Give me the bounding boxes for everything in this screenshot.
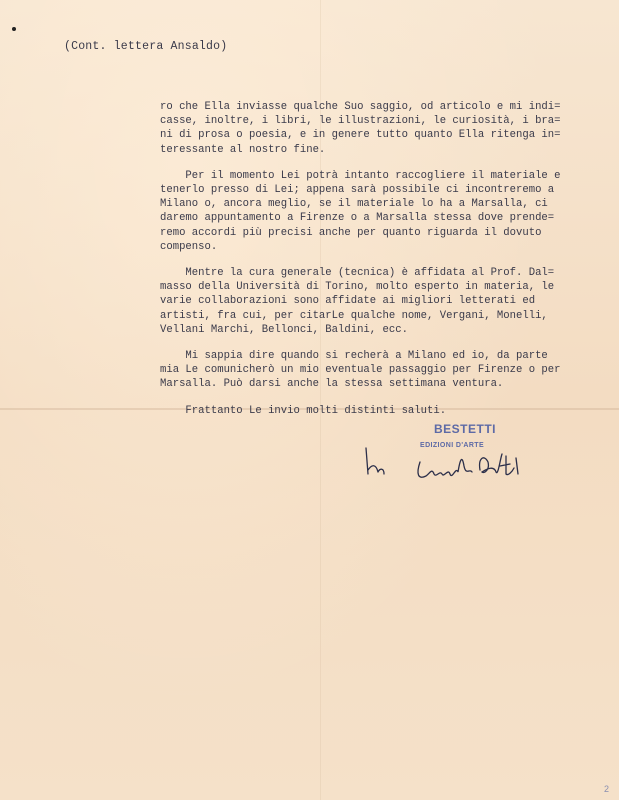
- stamp-title: BESTETTI: [434, 422, 497, 436]
- continuation-header: (Cont. lettera Ansaldo): [64, 40, 228, 53]
- paragraph-1: ro che Ella inviasse qualche Suo saggio, od articolo e mi indi= casse, inoltre, i libri, le illustrazioni, le curiosità, i bra= ni di prosa o poesia, e in genere tutto quanto Ella ritenga in= teressante al nostro fine.: [160, 101, 561, 156]
- ink-dot: [12, 27, 16, 31]
- letter-body: [160, 100, 600, 430]
- stamp-subtitle: EDIZIONI D'ARTE: [420, 442, 485, 449]
- handwritten-signature: [360, 440, 530, 490]
- paragraph-2: Per il momento Lei potrà intanto raccogliere il materiale e tenerlo presso di Lei; appena sarà possibile ci incontreremo a Milano o, ancora meglio, se il materiale lo ha a Marsalla, ci daremo appuntamento a Firenze o a Marsalla stessa dove prende= remo accordi più precisi anche per quanto riguarda il dovuto compenso.: [160, 169, 561, 253]
- paragraph-3: Mentre la cura generale (tecnica) è affidata al Prof. Dal= masso della Università di Torino, molto esperto in materia, le varie collaborazioni sono affidate ai migliori letterati ed artisti, fra cui, per citarLe qualche nome, Vergani, Monelli, Vellani Marchi, Bellonci, Baldini, ecc.: [160, 267, 555, 336]
- closing-salutation: Frattanto Le invio molti distinti saluti.: [160, 404, 447, 417]
- page-number: 2: [604, 784, 610, 794]
- paragraph-4: Mi sappia dire quando si recherà a Milano ed io, da parte mia Le comunicherò un mio eventuale passaggio per Firenze o per Marsalla. Può darsi anche la stessa settimana ventura.: [160, 350, 561, 391]
